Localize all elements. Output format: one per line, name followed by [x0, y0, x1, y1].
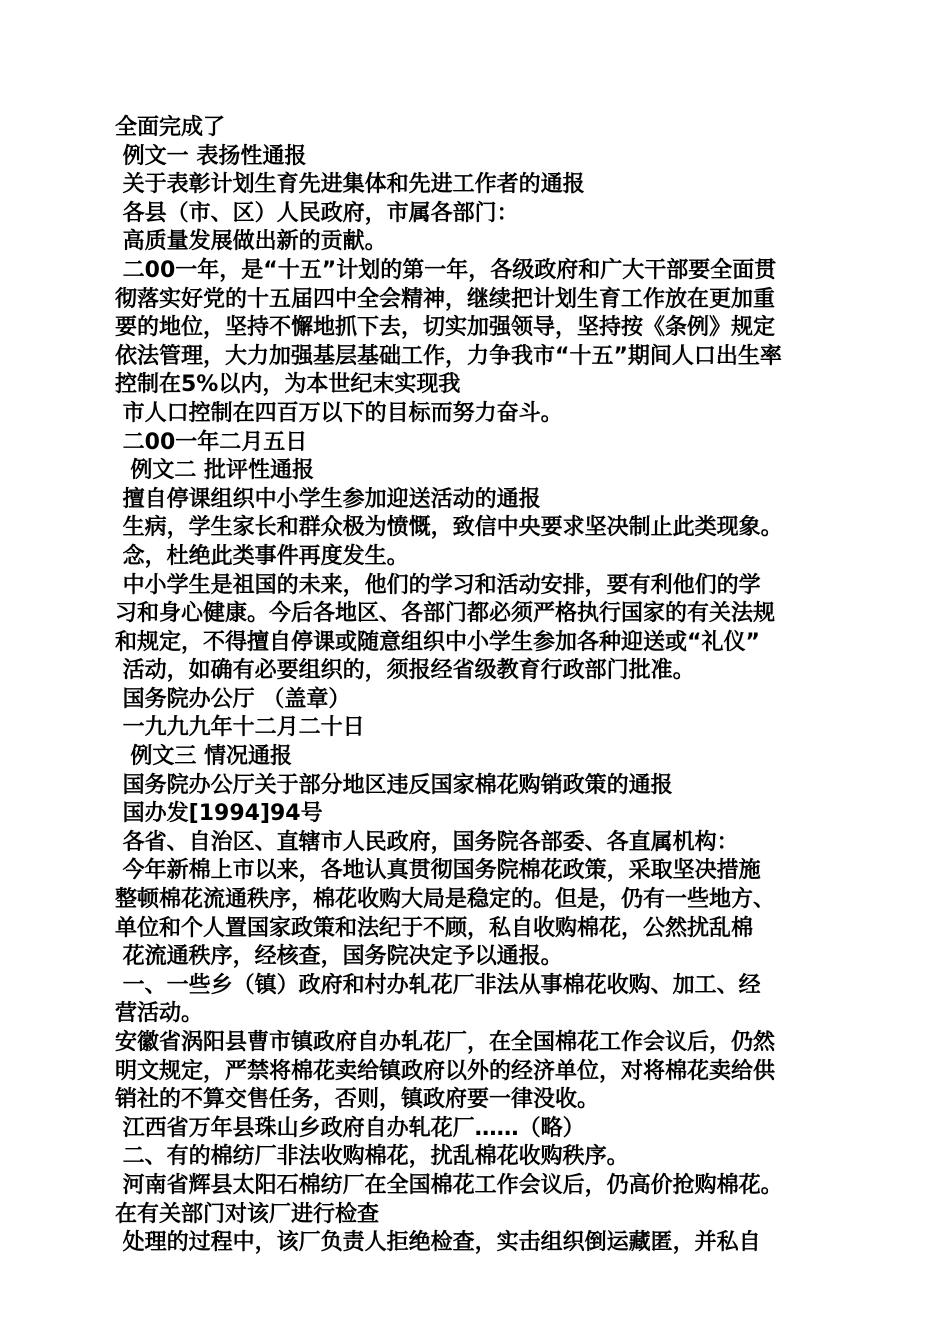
text-line: 依法管理，大力加强基层基础工作，力争我市“十五”期间人口出生率	[115, 343, 782, 369]
document-body	[115, 114, 845, 1258]
text-line: 全面完成了	[115, 115, 226, 140]
recipients: 各省、自治区、直辖市人民政府，国务院各部委、各直属机构：	[115, 829, 739, 855]
text-line: 活动，如确有必要组织的，须报经省级教育行政部门批准。	[115, 658, 695, 684]
text-line: 处理的过程中，该厂负责人拒绝检查，实击组织倒运藏匿，并私自	[115, 1230, 761, 1256]
section-heading: 例文一 表扬性通报	[115, 143, 307, 169]
text-line: 市人口控制在四百万以下的目标而努力奋斗。	[115, 400, 563, 426]
text-line: 习和身心健康。今后各地区、各部门都必须严格执行国家的有关法规	[115, 601, 776, 627]
notice-title: 擅自停课组织中小学生参加迎送活动的通报	[115, 486, 541, 512]
date-line: 二00一年二月五日	[115, 429, 308, 455]
text-line: 控制在5%以内，为本世纪末实现我	[115, 372, 461, 398]
text-line: 生病，学生家长和群众极为愤慨，致信中央要求坚决制止此类现象。	[115, 515, 783, 541]
text-line: 念，杜绝此类事件再度发生。	[115, 543, 409, 569]
section-heading: 例文二 批评性通报	[115, 458, 314, 484]
text-line: 今年新棉上市以来，各地认真贯彻国务院棉花政策，采取坚决措施	[115, 858, 761, 884]
date-line: 一九九九年十二月二十日	[115, 715, 365, 741]
text-line: 销社的不算交售任务，否则，镇政府要一律没收。	[115, 1087, 600, 1113]
text-line: 在有关部门对该厂进行检查	[115, 1201, 380, 1227]
text-line: 彻落实好党的十五届四中全会精神，继续把计划生育工作放在更加重	[115, 286, 776, 312]
text-line: 明文规定，严禁将棉花卖给镇政府以外的经济单位，对将棉花卖给供	[115, 1058, 776, 1084]
text-line: 一、一些乡（镇）政府和村办轧花厂非法从事棉花收购、加工、经	[115, 972, 761, 998]
text-line: 河南省辉县太阳石棉纺厂在全国棉花工作会议后，仍高价抢购棉花。	[115, 1172, 783, 1198]
text-line: 要的地位，坚持不懈地抓下去，切实加强领导，坚持按《条例》规定	[115, 315, 776, 341]
text-line: 高质量发展做出新的贡献。	[115, 229, 387, 255]
notice-title: 国务院办公厅关于部分地区违反国家棉花购销政策的通报	[115, 772, 673, 798]
issuer-line: 国务院办公厅 （盖章）	[115, 686, 351, 712]
text-line: 中小学生是祖国的未来，他们的学习和活动安排，要有利他们的学	[115, 572, 761, 598]
notice-title: 关于表彰计划生育先进集体和先进工作者的通报	[115, 172, 585, 198]
document-number: 国办发[1994]94号	[115, 801, 323, 827]
text-line: 整顿棉花流通秩序，棉花收购大局是稳定的。但是，仍有一些地方、	[115, 887, 776, 913]
text-line: 和规定，不得擅自停课或随意组织中小学生参加各种迎送或“礼仪”	[115, 629, 760, 655]
text-line: 安徽省涡阳县曹市镇政府自办轧花厂，在全国棉花工作会议后，仍然	[115, 1030, 776, 1055]
section-heading: 例文三 情况通报	[115, 744, 292, 770]
text-line: 单位和个人置国家政策和法纪于不顾，私自收购棉花，公然扰乱棉	[115, 915, 754, 941]
recipients: 各县（市、区）人民政府，市属各部门：	[115, 200, 519, 226]
text-line: 二00一年，是“十五”计划的第一年，各级政府和广大干部要全面贯	[115, 257, 777, 283]
text-line: 二、有的棉纺厂非法收购棉花，扰乱棉花收购秩序。	[115, 1144, 629, 1170]
text-line: 营活动。	[115, 1001, 204, 1027]
text-line: 花流通秩序，经核查，国务院决定予以通报。	[115, 944, 563, 970]
text-line: 江西省万年县珠山乡政府自办轧花厂……（略）	[115, 1115, 585, 1141]
